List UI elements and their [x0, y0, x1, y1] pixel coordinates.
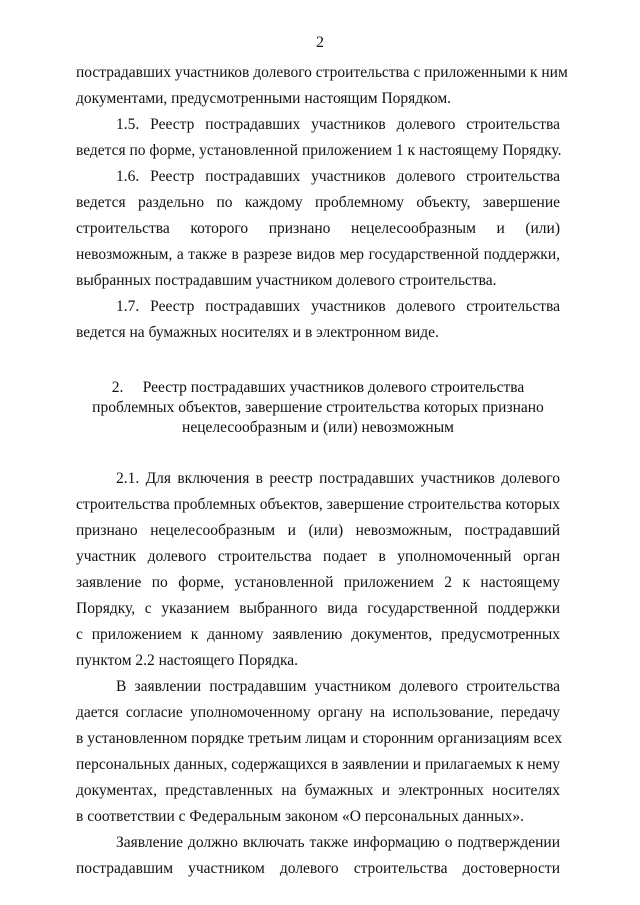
paragraph-consent — [76, 674, 563, 830]
heading-line: проблемных объектов, завершение строительства которых признано — [92, 399, 544, 416]
text-line: строительства проблемных объектов, завершение строительства которых — [76, 496, 560, 513]
text-line: Порядку, с указанием выбранного вида государственной поддержки — [76, 600, 560, 617]
paragraph-2-1 — [76, 466, 560, 674]
text-line: невозможным, а также в разрезе видов мер государственной поддержки, — [76, 246, 560, 263]
text-line: с приложением к данному заявлению документов, предусмотренных — [76, 626, 560, 643]
paragraph-1-5 — [76, 112, 560, 164]
text-line: ведется на бумажных носителях и в электронном виде. — [76, 324, 439, 341]
page-number: 2 — [316, 34, 324, 51]
intro-paragraph — [76, 60, 568, 112]
text-line: в установленном порядке третьим лицам и сторонним организациям всех — [76, 730, 563, 747]
text-line: участник долевого строительства подает в уполномоченный орган — [76, 548, 560, 565]
text-line: Заявление должно включать также информацию о подтверждении — [116, 834, 560, 851]
text-line: дается согласие уполномоченному органу на использование, передачу — [76, 704, 560, 721]
text-line: строительства которого признано нецелесообразным и (или) — [76, 220, 560, 237]
text-line: выбранных пострадавшим участником долевого строительства. — [76, 272, 497, 289]
text-line: ведется раздельно по каждому проблемному объекту, завершение — [76, 194, 560, 211]
text-line: признано нецелесообразным и (или) невозможным, пострадавший — [76, 522, 560, 539]
section-2-heading — [76, 378, 560, 438]
text-line: документами, предусмотренными настоящим Порядком. — [76, 90, 452, 107]
heading-line: 2. Реестр пострадавших участников долевого строительства — [111, 379, 525, 396]
text-line: ведется по форме, установленной приложением 1 к настоящему Порядку. — [76, 142, 562, 159]
text-line: 2.1. Для включения в реестр пострадавших участников долевого — [116, 470, 560, 487]
text-line: 1.7. Реестр пострадавших участников долевого строительства — [116, 298, 560, 315]
paragraph-statement-info — [76, 830, 560, 882]
text-line: В заявлении пострадавшим участником долевого строительства — [116, 678, 560, 695]
text-line: 1.6. Реестр пострадавших участников долевого строительства — [116, 168, 560, 185]
paragraph-1-7 — [76, 294, 560, 346]
text-line: пунктом 2.2 настоящего Порядка. — [76, 652, 299, 669]
text-line: заявление по форме, установленной приложением 2 к настоящему — [76, 574, 560, 591]
text-line: пострадавших участников долевого строительства с приложенными к ним — [76, 64, 568, 81]
heading-line: нецелесообразным и (или) невозможным — [182, 419, 454, 436]
text-line: 1.5. Реестр пострадавших участников долевого строительства — [116, 116, 560, 133]
text-line: документах, представленных на бумажных и электронных носителях — [76, 782, 560, 799]
paragraph-1-6 — [76, 164, 560, 294]
document-body — [76, 60, 568, 882]
text-line: персональных данных, содержащихся в заявлении и прилагаемых к нему — [76, 756, 561, 773]
text-line: пострадавшим участником долевого строительства достоверности — [76, 860, 560, 877]
text-line: в соответствии с Федеральным законом «О персональных данных». — [76, 808, 524, 825]
